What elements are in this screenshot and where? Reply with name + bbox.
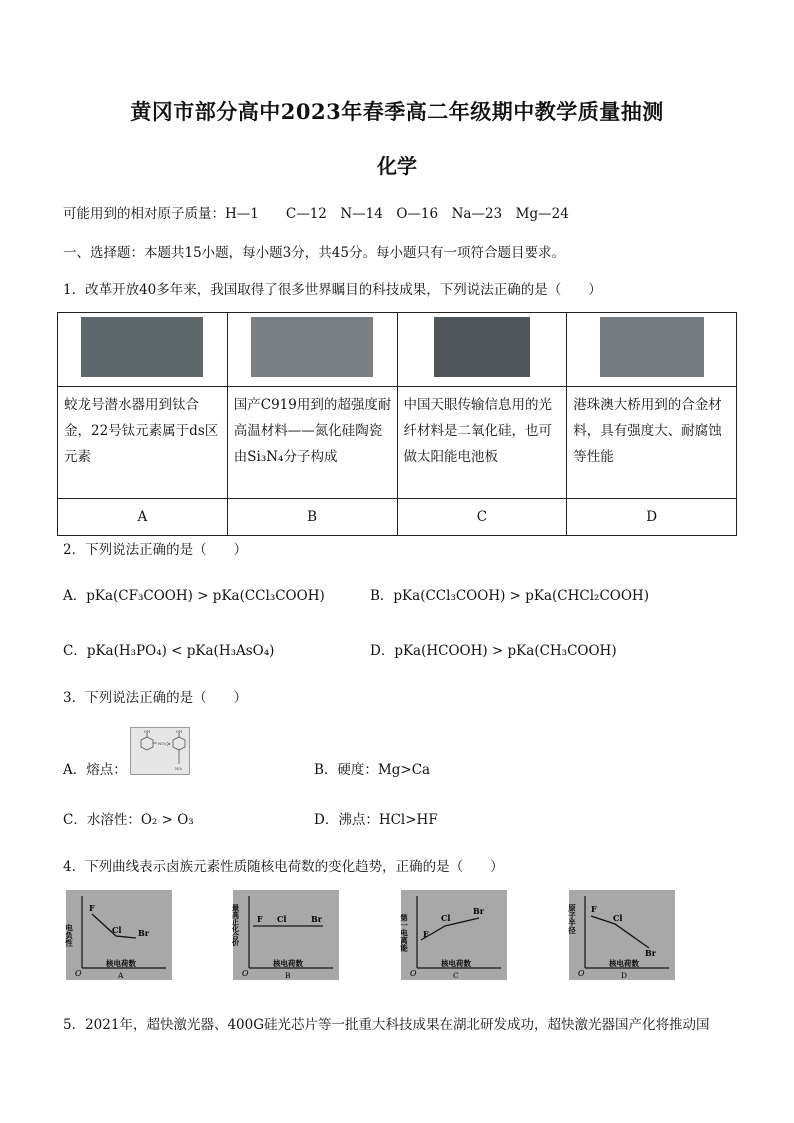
- submersible-photo: [81, 317, 203, 377]
- graph-c: [401, 890, 507, 980]
- photo-cell-d: [567, 313, 737, 387]
- point-br: Br: [138, 928, 149, 938]
- photo-cell-c: [397, 313, 567, 387]
- x-axis-label: 核电荷数: [609, 959, 639, 968]
- q2-option-c: C．pKa(H₃PO₄) < pKa(H₃AsO₄): [63, 643, 275, 659]
- y-axis-label: 第一电离能: [399, 914, 409, 952]
- point-f: F: [591, 904, 597, 914]
- option-label-a: A: [58, 499, 228, 536]
- bridge-photo: [600, 317, 704, 377]
- point-cl: Cl: [441, 913, 451, 923]
- point-cl: Cl: [613, 913, 623, 923]
- photo-cell-a: [58, 313, 228, 387]
- svg-text:OH: OH: [176, 730, 182, 734]
- question-3-stem: 3．下列说法正确的是（ ）: [63, 690, 248, 706]
- graph-label: D: [621, 971, 628, 980]
- x-axis-label: 核电荷数: [106, 959, 136, 968]
- graph-b: [233, 890, 339, 980]
- point-cl: Cl: [277, 914, 287, 924]
- y-axis-label: 电负性: [64, 924, 74, 947]
- point-f: F: [89, 903, 95, 913]
- x-axis-label: 核电荷数: [273, 959, 303, 968]
- svg-text:NO₂: NO₂: [158, 741, 167, 746]
- option-label-d: D: [567, 499, 737, 536]
- option-label-c: C: [397, 499, 567, 536]
- y-axis-label: 原子半径: [567, 904, 577, 934]
- q3-option-b: B．硬度：Mg>Ca: [314, 762, 431, 778]
- question-4-stem: 4．下列曲线表示卤族元素性质随核电荷数的变化趋势，正确的是（ ）: [63, 859, 504, 875]
- point-br: Br: [645, 948, 656, 958]
- svg-text:OH: OH: [144, 730, 150, 734]
- origin-label: O: [410, 969, 417, 978]
- page-title: 黄冈市部分高中2023年春季高二年级期中教学质量抽测: [130, 99, 664, 124]
- airplane-photo: [251, 317, 373, 377]
- option-text-a: 蛟龙号潜水器用到钛合金，22号钛元素属于ds区元素: [58, 387, 228, 499]
- q2-option-b: B．pKa(CCl₃COOH) > pKa(CHCl₂COOH): [370, 588, 649, 604]
- option-text-d: 港珠澳大桥用到的合金材料，具有强度大、耐腐蚀等性能: [567, 387, 737, 499]
- point-br: Br: [473, 906, 484, 916]
- q3-option-a: A．熔点：: [63, 762, 127, 778]
- graph-label: B: [285, 971, 291, 980]
- question-1-stem: 1．改革开放40多年来，我国取得了很多世界瞩目的科技成果，下列说法正确的是（ ）: [63, 282, 602, 298]
- point-cl: Cl: [112, 925, 122, 935]
- point-f: F: [257, 914, 263, 924]
- svg-text:>: >: [166, 741, 172, 748]
- q3-option-d: D．沸点：HCl>HF: [314, 812, 438, 828]
- graph-d: [569, 890, 675, 980]
- option-text-b: 国产C919用到的超强度耐高温材料——氮化硅陶瓷由Si₃N₄分子构成: [227, 387, 397, 499]
- origin-label: O: [578, 969, 585, 978]
- question-2-stem: 2．下列说法正确的是（ ）: [63, 542, 248, 558]
- q3-option-c: C．水溶性：O₂ > O₃: [63, 812, 194, 828]
- point-f: F: [423, 929, 429, 939]
- photo-cell-b: [227, 313, 397, 387]
- origin-label: O: [242, 969, 249, 978]
- graph-label: C: [453, 971, 459, 980]
- point-br: Br: [311, 914, 322, 924]
- molecule-structure-image: [130, 727, 190, 775]
- option-label-b: B: [227, 499, 397, 536]
- question-1-table: [57, 312, 737, 536]
- q2-option-d: D．pKa(HCOOH) > pKa(CH₃COOH): [370, 643, 617, 659]
- graph-a: [66, 890, 172, 980]
- svg-text:NO₂: NO₂: [175, 767, 183, 771]
- telescope-photo: [434, 317, 530, 377]
- q2-option-a: A．pKa(CF₃COOH) > pKa(CCl₃COOH): [63, 588, 325, 604]
- subject-title: 化学: [377, 154, 417, 178]
- atomic-masses: 可能用到的相对原子质量：H—1 C—12 N—14 O—16 Na—23 Mg—24: [63, 206, 569, 222]
- section-heading: 一、选择题：本题共15小题，每小题3分，共45分。每小题只有一项符合题目要求。: [63, 245, 565, 261]
- y-axis-label: 最高正化合价: [231, 904, 241, 946]
- origin-label: O: [75, 969, 82, 978]
- option-text-c: 中国天眼传输信息用的光纤材料是二氧化硅，也可做太阳能电池板: [397, 387, 567, 499]
- graph-label: A: [118, 971, 124, 980]
- x-axis-label: 核电荷数: [441, 959, 471, 968]
- question-5-stem: 5．2021年，超快激光器、400G硅光芯片等一批重大科技成果在湖北研发成功，超快激光器国产化将推动国: [63, 1017, 710, 1033]
